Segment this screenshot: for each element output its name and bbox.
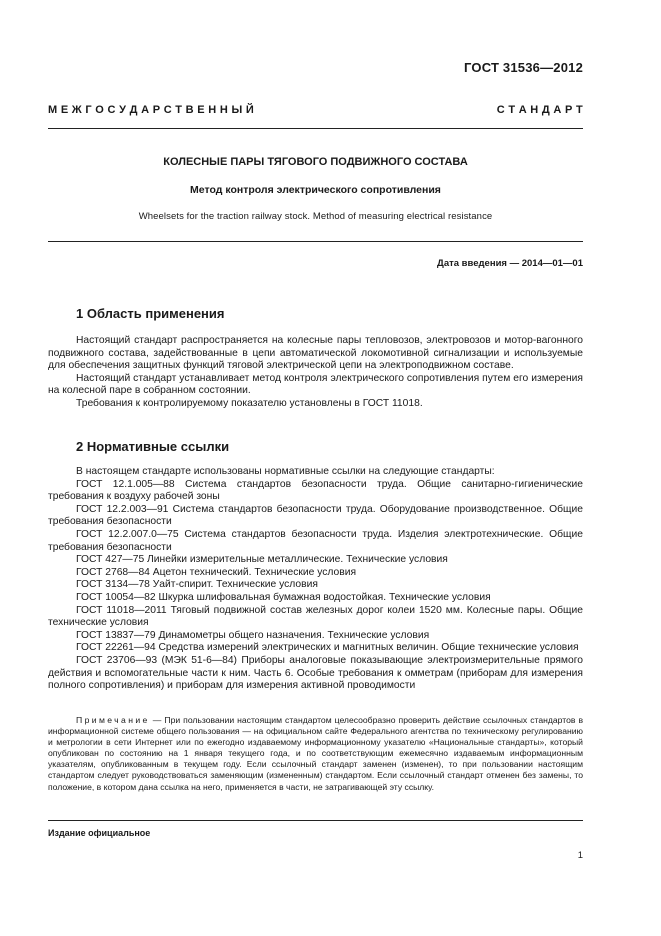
note-label: Примечание xyxy=(76,715,150,725)
page-number: 1 xyxy=(577,850,583,861)
english-title: Wheelsets for the traction railway stock. Method of measuring electrical resistance xyxy=(138,211,493,222)
reference-item: ГОСТ 13837—79 Динамометры общего назначения. Технические условия xyxy=(76,629,430,641)
reference-item: ГОСТ 10054—82 Шкурка шлифовальная бумажная водостойкая. Технические условия xyxy=(76,591,491,603)
section-2-body xyxy=(48,466,583,693)
note-block xyxy=(48,715,583,793)
section-1-body xyxy=(48,335,583,411)
reference-item: ГОСТ 23706—93 (МЭК 51-6—84) Приборы аналоговые показывающие электроизмерительные прямого действия и вспомогательные части к ним. Часть 6. Особые требования к омметрам (приборам для измерения полного сопротивления) и приборам для измерения активной проводимости xyxy=(48,654,583,692)
section-1-paragraph: Настоящий стандарт распространяется на колесные пары тепловозов, электровозов и мотор-вагонного подвижного состава, задействованные в цепи автоматической локомотивной сигнализации и используемые для обеспечения защитных функций тяговой электрической цепи на электроподвижном составе. xyxy=(48,335,583,372)
title-rule xyxy=(48,241,583,242)
section-1-heading: 1 Область применения xyxy=(76,306,225,321)
reference-item: ГОСТ 427—75 Линейки измерительные металлические. Технические условия xyxy=(76,554,448,566)
footer-rule xyxy=(48,820,583,821)
reference-item: ГОСТ 3134—78 Уайт-спирит. Технические условия xyxy=(76,579,318,591)
header-rule xyxy=(48,128,583,129)
reference-item: ГОСТ 12.2.003—91 Система стандартов безопасности труда. Оборудование производственное. Общие требования безопасности xyxy=(48,503,583,528)
reference-item: ГОСТ 12.1.005—88 Система стандартов безопасности труда. Общие санитарно-гигиенические требования к воздуху рабочей зоны xyxy=(48,478,583,503)
section-1-paragraph: Требования к контролируемому показателю установлены в ГОСТ 11018. xyxy=(76,397,423,409)
introduction-date: Дата введения — 2014—01—01 xyxy=(437,258,583,269)
banner-word-interstate: М Е Ж Г О С У Д А Р С Т В Е Н Н Ы Й xyxy=(48,104,255,116)
standard-banner xyxy=(48,104,583,116)
reference-item: ГОСТ 22261—94 Средства измерений электрических и магнитных величин. Общие технические условия xyxy=(76,642,579,654)
standard-code: ГОСТ 31536—2012 xyxy=(464,60,583,75)
edition-label: Издание официальное xyxy=(48,828,151,838)
reference-item: ГОСТ 12.2.007.0—75 Система стандартов безопасности труда. Изделия электротехнические. Общие требования безопасности xyxy=(48,528,583,553)
reference-item: ГОСТ 2768—84 Ацетон технический. Технические условия xyxy=(76,566,357,578)
section-1-paragraph: Настоящий стандарт устанавливает метод контроля электрического сопротивления путем его измерения на колесной паре в собранном состоянии. xyxy=(48,372,583,397)
reference-item: ГОСТ 11018—2011 Тяговый подвижной состав железных дорог колеи 1520 мм. Колесные пары. Общие технические условия xyxy=(48,604,583,629)
note-text: — При пользовании настоящим стандартом целесообразно проверить действие ссылочных стандартов в информационной системе общего пользования — на официальном сайте Федерального агентства по техническому регулированию и метрологии в сети Интернет или по ежегодно издаваемому информационному указателю «Национальные стандарты», который опубликован по состоянию на 1 января текущего года, и по соответствующим ежемесячно издаваемым информационным указателям, опубликованным в текущем году. Если ссылочный стандарт заменен (изменен), то при пользовании настоящим стандартом следует руководствоваться заменяющим (измененным) стандартом. Если ссылочный стандарт отменен без замены, то положение, в котором дана ссылка на него, применяется в части, не затрагивающей эту ссылку. xyxy=(48,715,584,792)
document-title: КОЛЕСНЫЕ ПАРЫ ТЯГОВОГО ПОДВИЖНОГО СОСТАВА xyxy=(163,156,468,168)
banner-word-standard: С Т А Н Д А Р Т xyxy=(496,104,583,116)
document-subtitle: Метод контроля электрического сопротивления xyxy=(190,184,441,196)
section-2-heading: 2 Нормативные ссылки xyxy=(76,439,230,454)
section-2-intro: В настоящем стандарте использованы нормативные ссылки на следующие стандарты: xyxy=(76,466,495,477)
